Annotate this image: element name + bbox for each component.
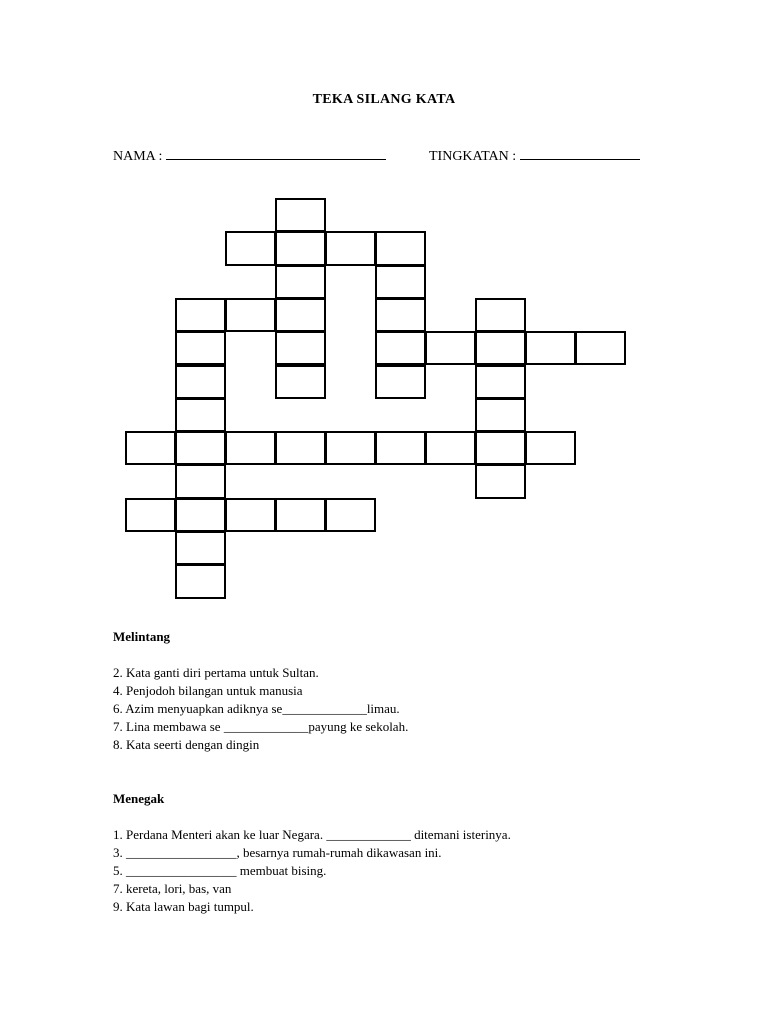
name-label: NAMA : [113,149,163,164]
crossword-cell[interactable] [175,531,226,565]
crossword-cell[interactable] [225,431,276,465]
crossword-cell[interactable] [375,431,426,465]
crossword-cell[interactable] [475,464,526,498]
down-heading: Menegak [113,791,165,806]
crossword-cell[interactable] [475,365,526,399]
clue-item: 7. Lina membawa se _____________payung ke sekolah. [113,719,409,734]
clue-item: 7. kereta, lori, bas, van [113,881,232,896]
crossword-cell[interactable] [225,231,276,265]
crossword-cell[interactable] [575,331,626,365]
crossword-cell[interactable] [525,331,576,365]
crossword-cell[interactable] [225,498,276,532]
crossword-cell[interactable] [375,365,426,399]
crossword-cell[interactable] [275,198,326,232]
crossword-cell[interactable] [275,498,326,532]
crossword-cell[interactable] [525,431,576,465]
crossword-cell[interactable] [275,331,326,365]
clue-item: 9. Kata lawan bagi tumpul. [113,899,254,914]
crossword-cell[interactable] [125,431,176,465]
crossword-cell[interactable] [225,298,276,332]
crossword-cell[interactable] [275,298,326,332]
crossword-cell[interactable] [425,331,476,365]
crossword-cell[interactable] [375,265,426,299]
crossword-cell[interactable] [175,298,226,332]
crossword-cell[interactable] [325,431,376,465]
crossword-cell[interactable] [175,331,226,365]
crossword-cell[interactable] [375,231,426,265]
crossword-cell[interactable] [325,231,376,265]
clue-item: 6. Azim menyuapkan adiknya se_____________limau. [113,701,400,716]
crossword-cell[interactable] [475,331,526,365]
crossword-cell[interactable] [475,398,526,432]
crossword-cell[interactable] [175,431,226,465]
crossword-cell[interactable] [275,265,326,299]
down-clues [113,790,511,916]
crossword-cell[interactable] [275,431,326,465]
across-clues [113,628,408,754]
crossword-cell[interactable] [475,431,526,465]
clue-item: 5. _________________ membuat bising. [113,863,327,878]
crossword-cell[interactable] [175,564,226,598]
clue-item: 2. Kata ganti diri pertama untuk Sultan. [113,665,319,680]
clue-item: 8. Kata seerti dengan dingin [113,737,260,752]
level-label: TINGKATAN : [429,149,517,164]
crossword-cell[interactable] [275,231,326,265]
crossword-cell[interactable] [175,464,226,498]
crossword-cell[interactable] [325,498,376,532]
clue-item: 1. Perdana Menteri akan ke luar Negara. _____________ ditemani isterinya. [113,827,511,842]
crossword-cell[interactable] [425,431,476,465]
crossword-cell[interactable] [275,365,326,399]
page-title: TEKA SILANG KATA [312,92,456,107]
crossword-cell[interactable] [375,331,426,365]
crossword-cell[interactable] [175,498,226,532]
across-heading: Melintang [113,629,171,644]
clue-item: 3. _________________, besarnya rumah-rumah dikawasan ini. [113,845,442,860]
crossword-cell[interactable] [125,498,176,532]
crossword-cell[interactable] [175,365,226,399]
crossword-cell[interactable] [375,298,426,332]
clue-item: 4. Penjodoh bilangan untuk manusia [113,683,303,698]
crossword-cell[interactable] [175,398,226,432]
crossword-cell[interactable] [475,298,526,332]
